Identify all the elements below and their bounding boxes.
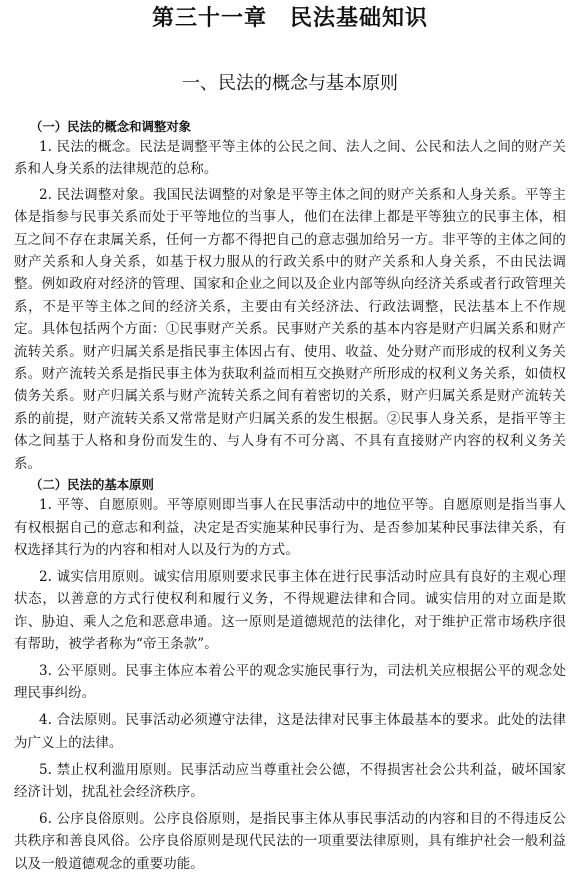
subsection-heading-principles: （二）民法的基本原则 xyxy=(30,477,154,493)
paragraph-good-faith-principle: 2. 诚实信用原则。诚实信用原则要求民事主体在进行民事活动时应具有良好的主观心理状态，以善意的方式行使权利和履行义务，不得规避法律和合同。诚实信用的对立面是欺诈、胁迫、乘人之危和恶意串通。这一原则是道德规范的法律化，对于维护正常市场秩序很有帮助，被学者称为“帝王条款”。 xyxy=(14,568,566,653)
chapter-title: 第三十一章 民法基础知识 xyxy=(151,6,428,31)
paragraph-fairness-principle: 3. 公平原则。民事主体应本着公平的观念实施民事行为，司法机关应根据公平的观念处理民事纠纷。 xyxy=(14,662,566,702)
paragraph-equality-principle: 1. 平等、自愿原则。平等原则即当事人在民事活动中的地位平等。自愿原则是指当事人有权根据自己的意志和利益，决定是否实施某种民事行为、是否参加某种民事法律关系，有权选择其行为的内容和相对人以及行为的方式。 xyxy=(14,497,566,558)
paragraph-abuse-prohibition-principle: 5. 禁止权利滥用原则。民事活动应当尊重社会公德，不得损害社会公共利益，破坏国家经济计划，扰乱社会经济秩序。 xyxy=(14,761,566,800)
paragraph-civil-law-concept: 1. 民法的概念。民法是调整平等主体的公民之间、法人之间、公民和法人之间的财产关系和人身关系的法律规范的总称。 xyxy=(14,139,566,178)
paragraph-legality-principle: 4. 合法原则。民事活动必须遵守法律，这是法律对民事主体最基本的要求。此处的法律为广义上的法律。 xyxy=(14,712,566,751)
section-title: 一、民法的概念与基本原则 xyxy=(182,73,398,94)
paragraph-adjustment-object: 2. 民法调整对象。我国民法调整的对象是平等主体之间的财产关系和人身关系。平等主体是指参与民事关系而处于平等地位的当事人，他们在法律上都是平等独立的民事主体，相互之间不存在隶属关系，任何一方都不得把自己的意志强加给另一方。非平等的主体之间的财产关系和人身关系，如基于权力服从的行政关系中的财产关系和人身关系，不由民法调整。例如政府对经济的管理、国家和企业之间以及企业内部等纵向经济关系或者行政管理关系，不是平等主体之间的经济关系，主要由有关经济法、行政法调整，民法基本上不作规定。具体包括两个方面：①民事财产关系。民事财产关系的基本内容是财产归属关系和财产流转关系。财产归属关系是指民事主体因占有、使用、收益、处分财产而形成的权利义务关系。财产流转关系是指民事主体为获取利益而相互交换财产所形成的权利义务关系，如债权债务关系。财产归属关系与财产流转关系之间有着密切的关系，财产归属关系是财产流转关系的前提，财产流转关系又常常是财产归属关系的发生根据。②民事人身关系，是指平等主体之间基于人格和身份而发生的、与人身有不可分离、不具有直接财产内容的权利义务关系。 xyxy=(14,186,566,472)
paragraph-public-order-principle: 6. 公序良俗原则。公序良俗原则，是指民事主体从事民事活动的内容和目的不得违反公共秩序和善良风俗。公序良俗原则是现代民法的一项重要法律原则，具有维护社会一般利益以及一般道德观念的重要功能。 xyxy=(14,810,566,872)
subsection-heading-concept: （一）民法的概念和调整对象 xyxy=(30,119,192,134)
